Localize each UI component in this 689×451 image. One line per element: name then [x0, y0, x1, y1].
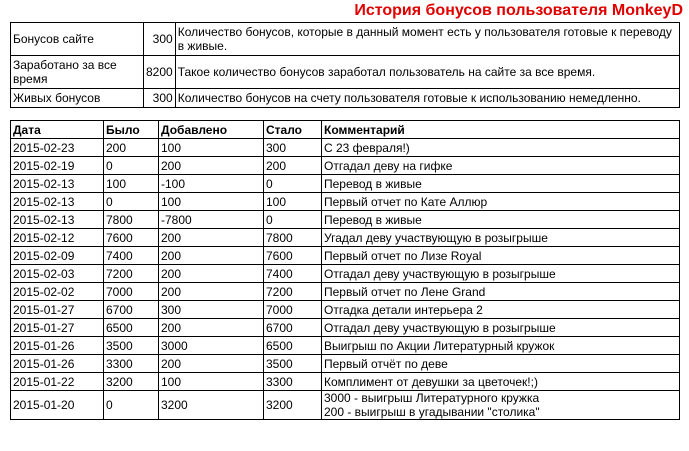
table-row [11, 247, 680, 265]
cell-comment: Перевод в живые [322, 211, 680, 229]
column-header-date: Дата [11, 121, 104, 139]
history-header-row [11, 121, 680, 139]
cell-comment: Отгадал деву на гифке [322, 157, 680, 175]
summary-value: 8200 [144, 56, 176, 89]
cell-added: 200 [159, 229, 264, 247]
table-row [11, 211, 680, 229]
table-row [11, 157, 680, 175]
cell-date: 2015-02-02 [11, 283, 104, 301]
cell-before: 3500 [104, 337, 159, 355]
summary-value: 300 [144, 23, 176, 56]
table-row [11, 139, 680, 157]
summary-row [11, 89, 680, 108]
cell-after: 300 [264, 139, 322, 157]
table-row [11, 229, 680, 247]
cell-after: 6500 [264, 337, 322, 355]
cell-before: 7000 [104, 283, 159, 301]
cell-comment: Первый отчет по Кате Аллюр [322, 193, 680, 211]
summary-label: Живых бонусов [11, 89, 144, 108]
cell-added: 3000 [159, 337, 264, 355]
cell-date: 2015-02-23 [11, 139, 104, 157]
cell-after: 7800 [264, 229, 322, 247]
summary-description: Такое количество бонусов заработал пользователь на сайте за все время. [175, 56, 679, 89]
summary-row [11, 56, 680, 89]
cell-date: 2015-01-22 [11, 373, 104, 391]
cell-added: -100 [159, 175, 264, 193]
summary-value: 300 [144, 89, 176, 108]
cell-before: 3300 [104, 355, 159, 373]
cell-date: 2015-01-27 [11, 319, 104, 337]
table-row [11, 175, 680, 193]
bonus-summary-body [11, 23, 680, 108]
cell-comment: Отгадал деву участвующую в розыгрыше [322, 319, 680, 337]
table-row [11, 391, 680, 420]
cell-date: 2015-01-27 [11, 301, 104, 319]
cell-after: 200 [264, 157, 322, 175]
cell-before: 6700 [104, 301, 159, 319]
column-header-after: Стало [264, 121, 322, 139]
cell-comment: Угадал деву участвующую в розыгрыше [322, 229, 680, 247]
cell-date: 2015-02-13 [11, 211, 104, 229]
page-title: История бонусов пользователя MonkeyD [354, 2, 683, 19]
cell-added: 300 [159, 301, 264, 319]
cell-date: 2015-01-20 [11, 391, 104, 420]
cell-comment: Первый отчёт по деве [322, 355, 680, 373]
cell-added: 200 [159, 283, 264, 301]
cell-added: 200 [159, 265, 264, 283]
cell-date: 2015-02-03 [11, 265, 104, 283]
summary-description: Количество бонусов на счету пользователя готовые к использованию немедленно. [175, 89, 679, 108]
cell-added: 200 [159, 157, 264, 175]
cell-after: 3500 [264, 355, 322, 373]
cell-comment: Перевод в живые [322, 175, 680, 193]
cell-after: 0 [264, 175, 322, 193]
cell-comment: Отгадка детали интерьера 2 [322, 301, 680, 319]
cell-comment: Отгадал деву участвующую в розыгрыше [322, 265, 680, 283]
table-row [11, 337, 680, 355]
history-body [11, 139, 680, 420]
summary-row [11, 23, 680, 56]
cell-after: 7600 [264, 247, 322, 265]
cell-before: 0 [104, 193, 159, 211]
summary-description: Количество бонусов, которые в данный момент есть у пользователя готовые к переводу в живые. [175, 23, 679, 56]
cell-added: 200 [159, 247, 264, 265]
cell-after: 0 [264, 211, 322, 229]
cell-after: 7200 [264, 283, 322, 301]
cell-comment: Первый отчет по Лизе Royal [322, 247, 680, 265]
table-row [11, 355, 680, 373]
cell-added: 3200 [159, 391, 264, 420]
table-row [11, 265, 680, 283]
table-row [11, 283, 680, 301]
bonus-history-table [10, 120, 680, 420]
table-row [11, 193, 680, 211]
table-row [11, 373, 680, 391]
table-row [11, 301, 680, 319]
cell-before: 3200 [104, 373, 159, 391]
cell-date: 2015-01-26 [11, 355, 104, 373]
table-row [11, 319, 680, 337]
cell-date: 2015-02-13 [11, 193, 104, 211]
cell-before: 7600 [104, 229, 159, 247]
cell-added: -7800 [159, 211, 264, 229]
cell-after: 6700 [264, 319, 322, 337]
cell-date: 2015-02-13 [11, 175, 104, 193]
cell-after: 7000 [264, 301, 322, 319]
cell-after: 7400 [264, 265, 322, 283]
bonus-summary-table [10, 22, 680, 108]
cell-added: 200 [159, 355, 264, 373]
cell-added: 100 [159, 193, 264, 211]
cell-date: 2015-02-09 [11, 247, 104, 265]
column-header-comment: Комментарий [322, 121, 680, 139]
cell-comment: С 23 февраля!) [322, 139, 680, 157]
cell-comment: Выигрыш по Акции Литературный кружок [322, 337, 680, 355]
cell-after: 3300 [264, 373, 322, 391]
summary-label: Заработано за все время [11, 56, 144, 89]
cell-added: 200 [159, 319, 264, 337]
cell-added: 100 [159, 373, 264, 391]
cell-before: 0 [104, 391, 159, 420]
cell-before: 0 [104, 157, 159, 175]
cell-comment: Первый отчет по Лене Grand [322, 283, 680, 301]
cell-added: 100 [159, 139, 264, 157]
cell-before: 100 [104, 175, 159, 193]
cell-date: 2015-01-26 [11, 337, 104, 355]
column-header-before: Было [104, 121, 159, 139]
cell-before: 200 [104, 139, 159, 157]
cell-after: 100 [264, 193, 322, 211]
cell-after: 3200 [264, 391, 322, 420]
cell-before: 7400 [104, 247, 159, 265]
cell-before: 7800 [104, 211, 159, 229]
cell-comment: Комплимент от девушки за цветочек!;) [322, 373, 680, 391]
cell-before: 6500 [104, 319, 159, 337]
cell-date: 2015-02-12 [11, 229, 104, 247]
cell-before: 7200 [104, 265, 159, 283]
column-header-added: Добавлено [159, 121, 264, 139]
cell-comment: 3000 - выигрыш Литературного кружка 200 - выигрыш в угадывании "столика" [322, 391, 680, 420]
summary-label: Бонусов сайте [11, 23, 144, 56]
cell-date: 2015-02-19 [11, 157, 104, 175]
